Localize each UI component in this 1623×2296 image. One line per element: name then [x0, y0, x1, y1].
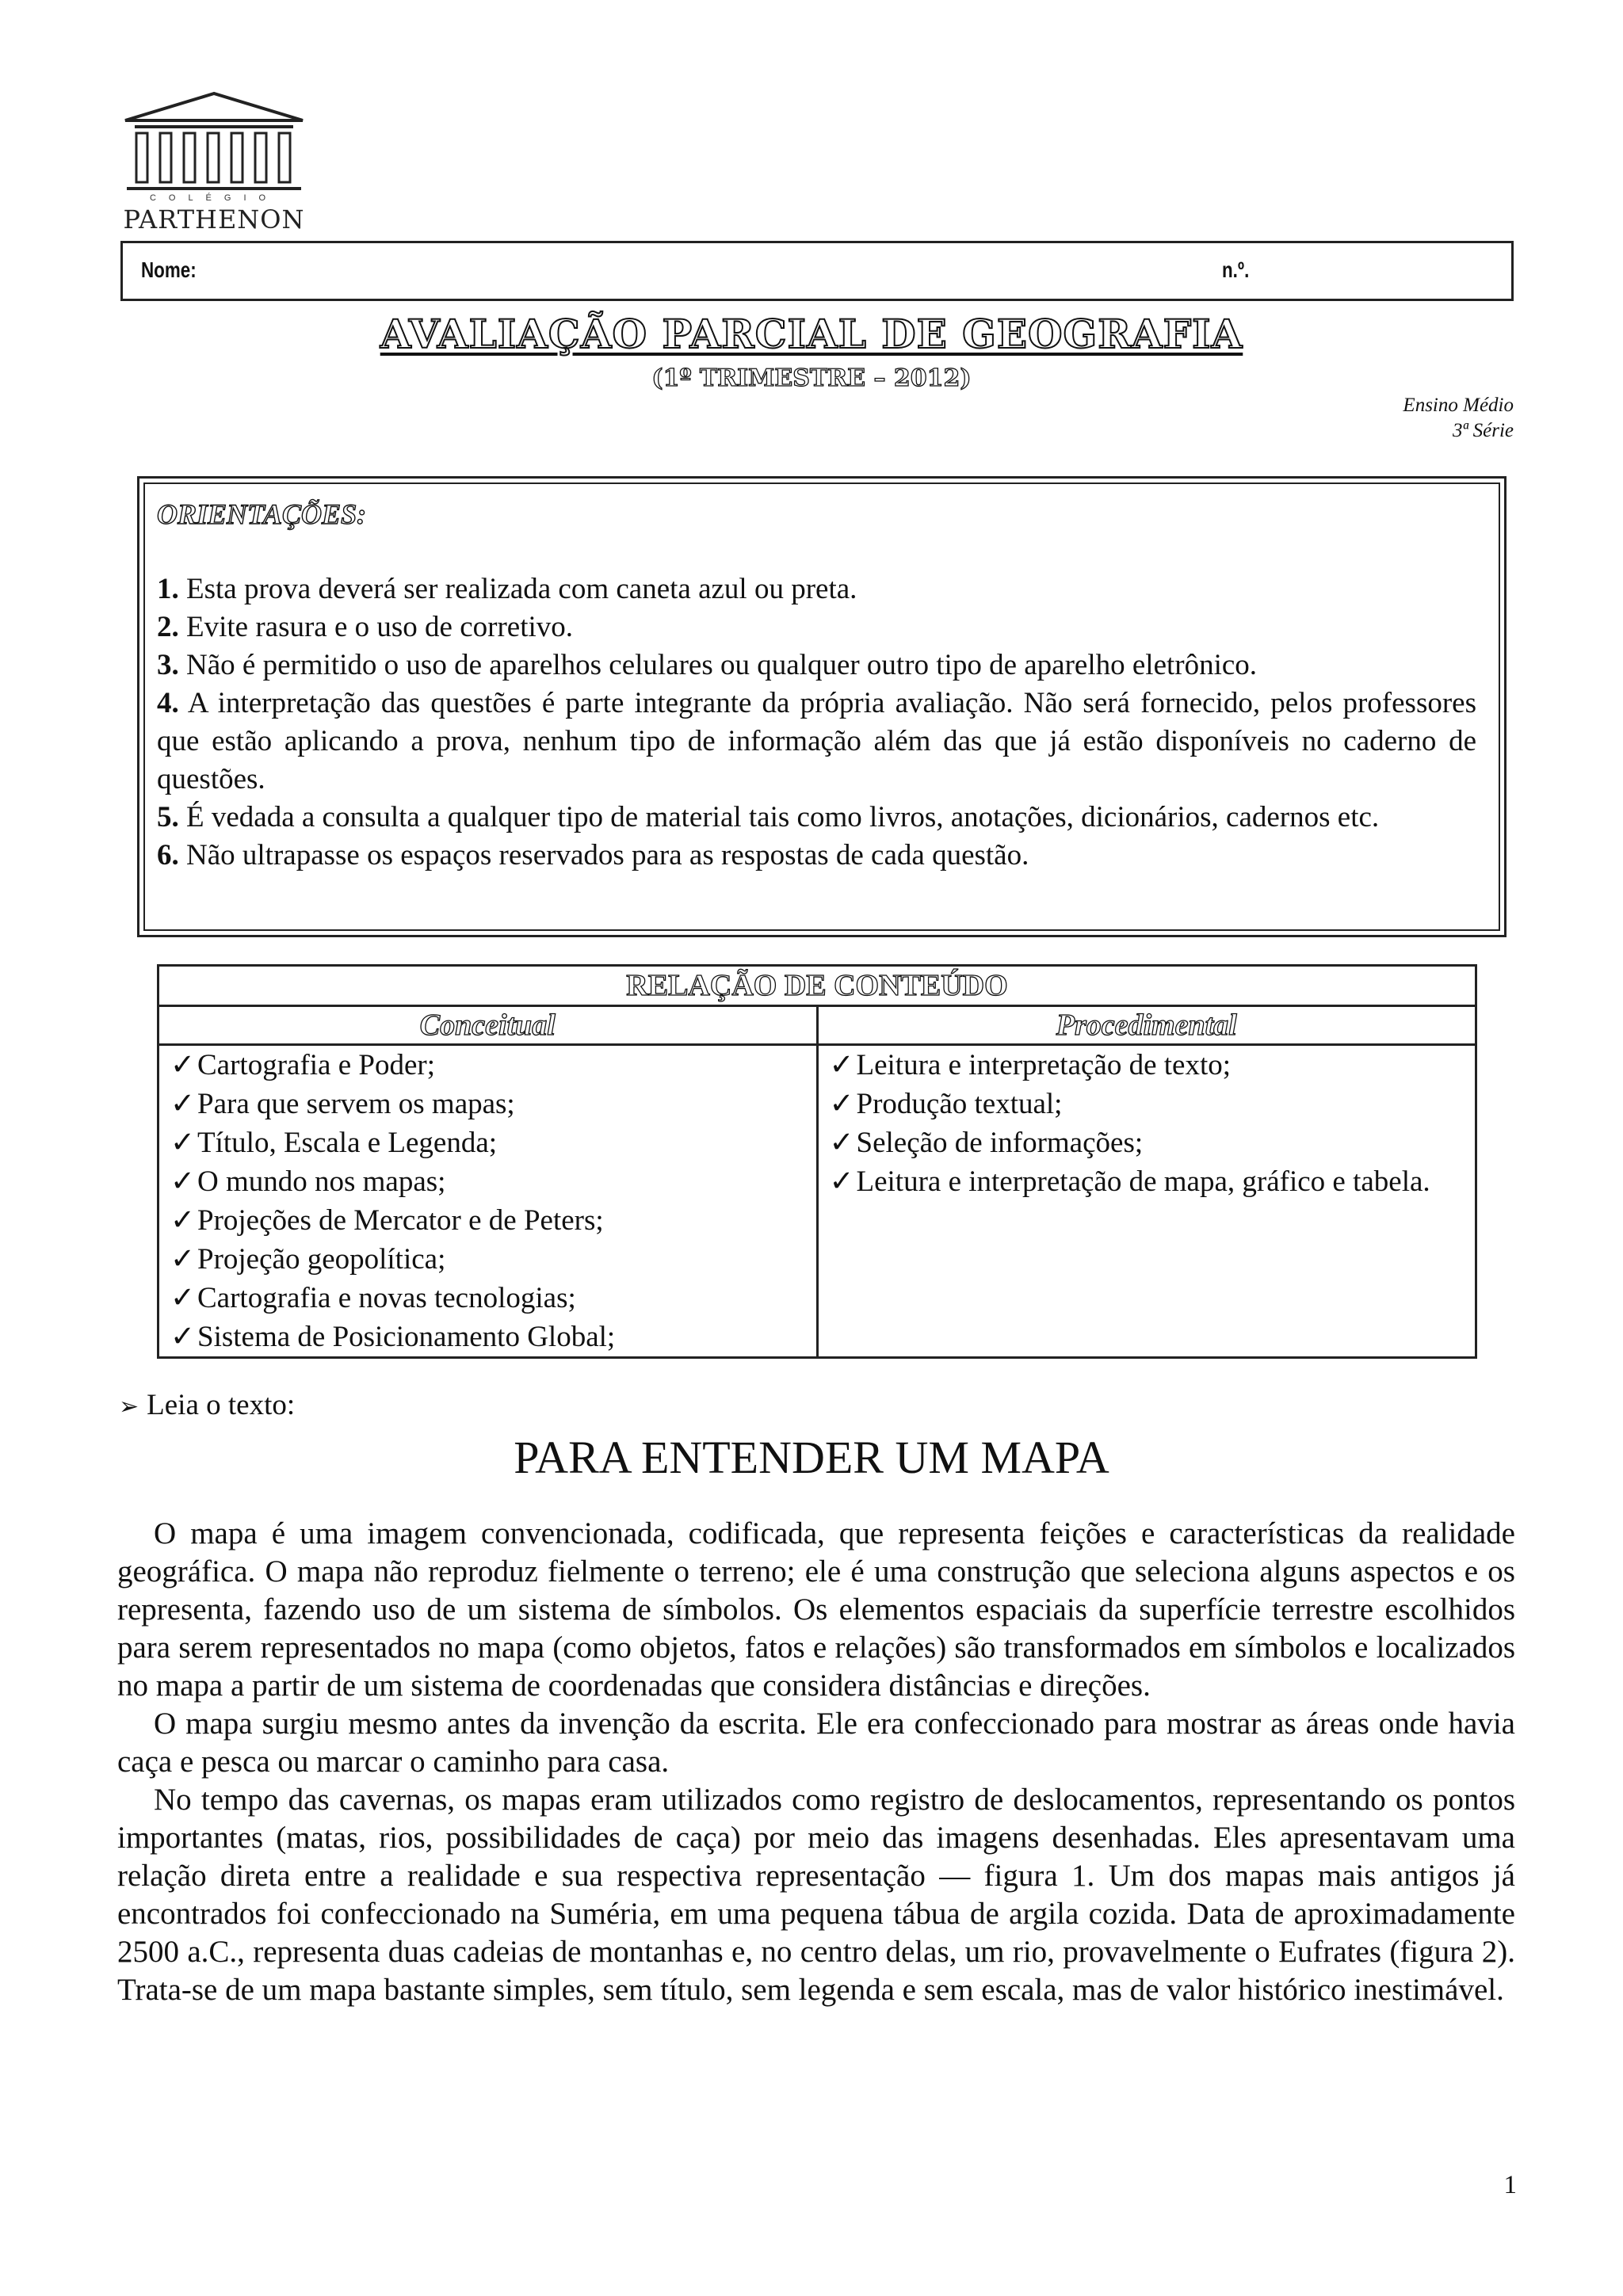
logo-school-name: PARTHENON [123, 204, 305, 235]
conceitual-header: Conceitual [158, 1006, 818, 1045]
checkmark-icon: ✓ [170, 1047, 196, 1081]
checkmark-icon: ✓ [170, 1280, 196, 1314]
orientations-heading: ORIENTAÇÕES: [157, 498, 367, 530]
education-level: Ensino Médio [1403, 395, 1514, 416]
list-item: ✓Sistema de Posicionamento Global; [170, 1318, 805, 1356]
conceitual-column [158, 1045, 818, 1358]
list-item: ✓Seleção de informações; [830, 1123, 1465, 1162]
page-number: 1 [1503, 2171, 1517, 2199]
reading-title: PARA ENTENDER UM MAPA [514, 1432, 1109, 1483]
exam-title: AVALIAÇÃO PARCIAL DE GEOGRAFIA [380, 311, 1243, 357]
list-item: ✓Cartografia e novas tecnologias; [170, 1279, 805, 1318]
list-item: ✓Título, Escala e Legenda; [170, 1123, 805, 1162]
orientation-item: 2. Evite rasura e o uso de corretivo. [157, 611, 574, 643]
procedimental-header: Procedimental [817, 1006, 1476, 1045]
reading-instruction: ➢ Leia o texto: [119, 1389, 296, 1421]
list-item: ✓O mundo nos mapas; [170, 1162, 805, 1201]
list-item: ✓Produção textual; [830, 1085, 1465, 1123]
checkmark-icon: ✓ [829, 1125, 854, 1159]
orientation-item: 4. A interpretação das questões é parte integrante da própria avaliação. Não será fornecido, pelos professores que estão aplicando a prova, nenhum tipo de informação além das que já estão disponíveis no caderno de questões. [157, 687, 1476, 795]
list-item: ✓Projeções de Mercator e de Peters; [170, 1201, 805, 1240]
orientation-item: 6. Não ultrapasse os espaços reservados para as respostas de cada questão. [157, 839, 1029, 871]
logo-college-text: COLÉGIO [149, 193, 279, 203]
content-table-heading: RELAÇÃO DE CONTEÚDO [158, 966, 1476, 1006]
arrow-bullet-icon: ➢ [119, 1393, 139, 1421]
grade-label: 3ª Série [1452, 420, 1514, 441]
orientation-item: 1. Esta prova deverá ser realizada com caneta azul ou preta. [157, 573, 857, 605]
checkmark-icon: ✓ [170, 1086, 196, 1120]
checkmark-icon: ✓ [170, 1164, 196, 1198]
orientation-item: 3. Não é permitido o uso de aparelhos celulares ou qualquer outro tipo de aparelho eletrônico. [157, 649, 1258, 681]
paragraph: O mapa surgiu mesmo antes da invenção da escrita. Ele era confeccionado para mostrar as áreas onde havia caça e pesca ou marcar o caminho para casa. [117, 1707, 1515, 1779]
orientations-list [157, 570, 1476, 875]
paragraph: No tempo das cavernas, os mapas eram utilizados como registro de deslocamentos, representando os pontos importantes (matas, rios, possibilidades de caça) por meio das imagens desenhadas. Eles apresentavam uma relação direta entre a realidade e sua respectiva representação — figura 1. Um dos mapas mais antigos já encontrados foi confeccionado na Suméria, em uma pequena tábua de argila cozida. Data de aproximadamente 2500 a.C., representa duas cadeias de montanhas e, no centro delas, um rio, provavelmente o Eufrates (figura 2). Trata-se de um mapa bastante simples, sem título, sem legenda e sem escala, mas de valor histórico inestimável. [117, 1783, 1515, 2007]
content-table [157, 964, 1477, 1359]
list-item: ✓Projeção geopolítica; [170, 1240, 805, 1279]
exam-subtitle: (1º TRIMESTRE – 2012) [651, 364, 972, 392]
paragraph: O mapa é uma imagem convencionada, codificada, que representa feições e características da realidade geográfica. O mapa não reproduz fielmente o terreno; ele é uma construção que seleciona alguns aspectos e os representa, fazendo uso de um sistema de símbolos. Os elementos espaciais da superfície terrestre escolhidos para serem representados no mapa (como objetos, fatos e relações) são transformados em símbolos e localizados no mapa a partir de um sistema de coordenadas que considera distâncias e direções. [117, 1516, 1515, 1703]
checkmark-icon: ✓ [170, 1319, 196, 1353]
checkmark-icon: ✓ [170, 1125, 196, 1159]
orientation-item: 5. É vedada a consulta a qualquer tipo de material tais como livros, anotações, dicionários, cadernos etc. [157, 801, 1380, 833]
list-item: ✓Cartografia e Poder; [170, 1046, 805, 1085]
list-item: ✓Leitura e interpretação de mapa, gráfico e tabela. [830, 1162, 1465, 1201]
checkmark-icon: ✓ [829, 1086, 854, 1120]
list-item: ✓Para que servem os mapas; [170, 1085, 805, 1123]
list-item: ✓Leitura e interpretação de texto; [830, 1046, 1465, 1085]
checkmark-icon: ✓ [829, 1047, 854, 1081]
number-label: n.º. [1222, 257, 1250, 282]
checkmark-icon: ✓ [170, 1241, 196, 1276]
name-label: Nome: [141, 257, 197, 282]
procedimental-column [817, 1045, 1476, 1358]
checkmark-icon: ✓ [829, 1164, 854, 1198]
reading-body [117, 1515, 1515, 2009]
checkmark-icon: ✓ [170, 1203, 196, 1237]
student-name-box[interactable] [120, 241, 1514, 301]
